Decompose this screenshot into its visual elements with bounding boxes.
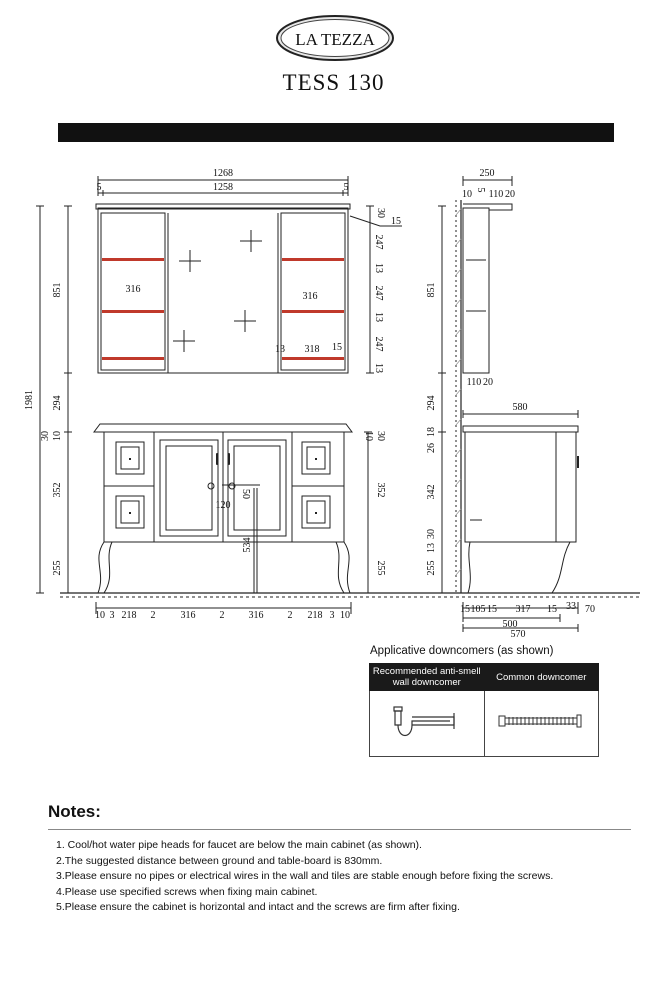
svg-text:30: 30 bbox=[40, 431, 51, 441]
svg-text:316: 316 bbox=[125, 284, 141, 295]
svg-text:247: 247 bbox=[373, 234, 384, 250]
svg-text:10: 10 bbox=[363, 431, 374, 441]
svg-text:10: 10 bbox=[462, 189, 472, 200]
drain-pipe bbox=[254, 488, 257, 593]
svg-text:534: 534 bbox=[242, 537, 253, 553]
svg-text:294: 294 bbox=[52, 395, 63, 411]
left-leg bbox=[98, 542, 104, 593]
svg-text:3: 3 bbox=[329, 610, 335, 621]
svg-text:10: 10 bbox=[52, 431, 63, 441]
svg-text:13: 13 bbox=[373, 312, 384, 322]
svg-text:255: 255 bbox=[52, 560, 63, 576]
svg-text:110: 110 bbox=[488, 189, 504, 200]
svg-text:580: 580 bbox=[512, 402, 528, 413]
svg-text:352: 352 bbox=[52, 482, 63, 498]
svg-text:342: 342 bbox=[426, 484, 437, 500]
svg-text:352: 352 bbox=[375, 482, 386, 498]
svg-text:30: 30 bbox=[375, 431, 386, 441]
anti-smell-downcomer-icon bbox=[370, 691, 490, 751]
svg-text:50: 50 bbox=[240, 489, 251, 499]
svg-text:30: 30 bbox=[375, 208, 386, 218]
svg-text:120: 120 bbox=[215, 500, 231, 511]
svg-text:110: 110 bbox=[466, 377, 482, 388]
countertop bbox=[94, 424, 352, 432]
note-item: 1. Cool/hot water pipe heads for faucet are below the main cabinet (as shown). bbox=[56, 839, 422, 851]
mirror-reflection-marks bbox=[173, 230, 262, 352]
svg-text:255: 255 bbox=[426, 560, 437, 576]
common-downcomer-icon bbox=[485, 691, 593, 751]
dim-overall-width: 1268 bbox=[213, 168, 233, 179]
note-item: 4.Please use specified screws when fixing main cabinet. bbox=[56, 885, 318, 898]
dim-1981 bbox=[36, 206, 44, 593]
svg-text:105: 105 bbox=[470, 604, 486, 615]
svg-text:15: 15 bbox=[460, 604, 470, 615]
svg-text:851: 851 bbox=[52, 282, 63, 298]
svg-text:15: 15 bbox=[391, 216, 401, 227]
svg-text:5: 5 bbox=[475, 187, 486, 193]
notes-divider bbox=[48, 829, 631, 830]
svg-text:20: 20 bbox=[505, 189, 515, 200]
svg-text:15: 15 bbox=[332, 342, 342, 353]
svg-text:500: 500 bbox=[502, 619, 518, 630]
svg-text:13: 13 bbox=[373, 263, 384, 273]
svg-text:250: 250 bbox=[479, 168, 495, 179]
note-item: 5.Please ensure the cabinet is horizontal and intact and the screws are firm after fixing. bbox=[56, 901, 460, 913]
svg-text:255: 255 bbox=[375, 560, 386, 576]
downcomers-title: Applicative downcomers (as shown) bbox=[370, 645, 554, 657]
note-item: 2.The suggested distance between ground and table-board is 830mm. bbox=[56, 854, 383, 867]
downcomers-table bbox=[369, 663, 599, 757]
svg-text:851: 851 bbox=[426, 282, 437, 298]
svg-text:2: 2 bbox=[287, 610, 293, 621]
svg-text:13: 13 bbox=[373, 363, 384, 373]
svg-text:317: 317 bbox=[515, 604, 531, 615]
base-cabinet bbox=[104, 432, 344, 542]
svg-text:247: 247 bbox=[373, 285, 384, 301]
svg-text:318: 318 bbox=[304, 344, 320, 355]
svg-text:247: 247 bbox=[373, 336, 384, 352]
svg-text:30: 30 bbox=[426, 529, 437, 539]
svg-text:70: 70 bbox=[585, 604, 595, 615]
svg-text:26: 26 bbox=[426, 443, 437, 453]
common-downcomer-cell bbox=[484, 691, 599, 757]
logo-text: LA TEZZA bbox=[295, 30, 375, 49]
svg-text:218: 218 bbox=[121, 610, 137, 621]
right-leg bbox=[344, 542, 350, 593]
svg-text:5: 5 bbox=[343, 182, 349, 193]
svg-text:316: 316 bbox=[302, 291, 318, 302]
anti-smell-downcomer-cell bbox=[370, 691, 485, 757]
svg-text:20: 20 bbox=[483, 377, 493, 388]
svg-text:15: 15 bbox=[487, 604, 497, 615]
dim-851 bbox=[64, 206, 72, 373]
svg-text:218: 218 bbox=[307, 610, 323, 621]
svg-text:18: 18 bbox=[426, 427, 437, 437]
svg-text:33: 33 bbox=[566, 601, 576, 612]
notes-title: Notes: bbox=[48, 802, 101, 821]
svg-text:2: 2 bbox=[219, 610, 225, 621]
svg-text:13: 13 bbox=[275, 344, 285, 355]
svg-text:570: 570 bbox=[510, 629, 526, 640]
wall-hatch bbox=[456, 209, 461, 575]
downcomer-col-anti-smell: Recommended anti-smell wall downcomer bbox=[370, 664, 485, 691]
svg-text:1258: 1258 bbox=[213, 182, 233, 193]
svg-text:2: 2 bbox=[150, 610, 156, 621]
svg-text:3: 3 bbox=[109, 610, 115, 621]
svg-text:316: 316 bbox=[248, 610, 264, 621]
downcomer-col-common: Common downcomer bbox=[484, 664, 599, 691]
side-base-cabinet bbox=[465, 432, 576, 542]
svg-text:10: 10 bbox=[95, 610, 105, 621]
svg-text:10: 10 bbox=[340, 610, 350, 621]
notes-list bbox=[56, 838, 553, 916]
model-title: TESS 130 bbox=[282, 70, 385, 95]
svg-text:316: 316 bbox=[180, 610, 196, 621]
svg-text:15: 15 bbox=[547, 604, 557, 615]
svg-text:5: 5 bbox=[96, 182, 102, 193]
note-item: 3.Please ensure no pipes or electrical wires in the wall and tiles are stable enough before fixing the screws. bbox=[56, 870, 554, 882]
side-mirror-cabinet bbox=[463, 208, 489, 373]
svg-text:294: 294 bbox=[426, 395, 437, 411]
svg-text:13: 13 bbox=[426, 543, 437, 553]
svg-text:1981: 1981 bbox=[24, 390, 35, 410]
